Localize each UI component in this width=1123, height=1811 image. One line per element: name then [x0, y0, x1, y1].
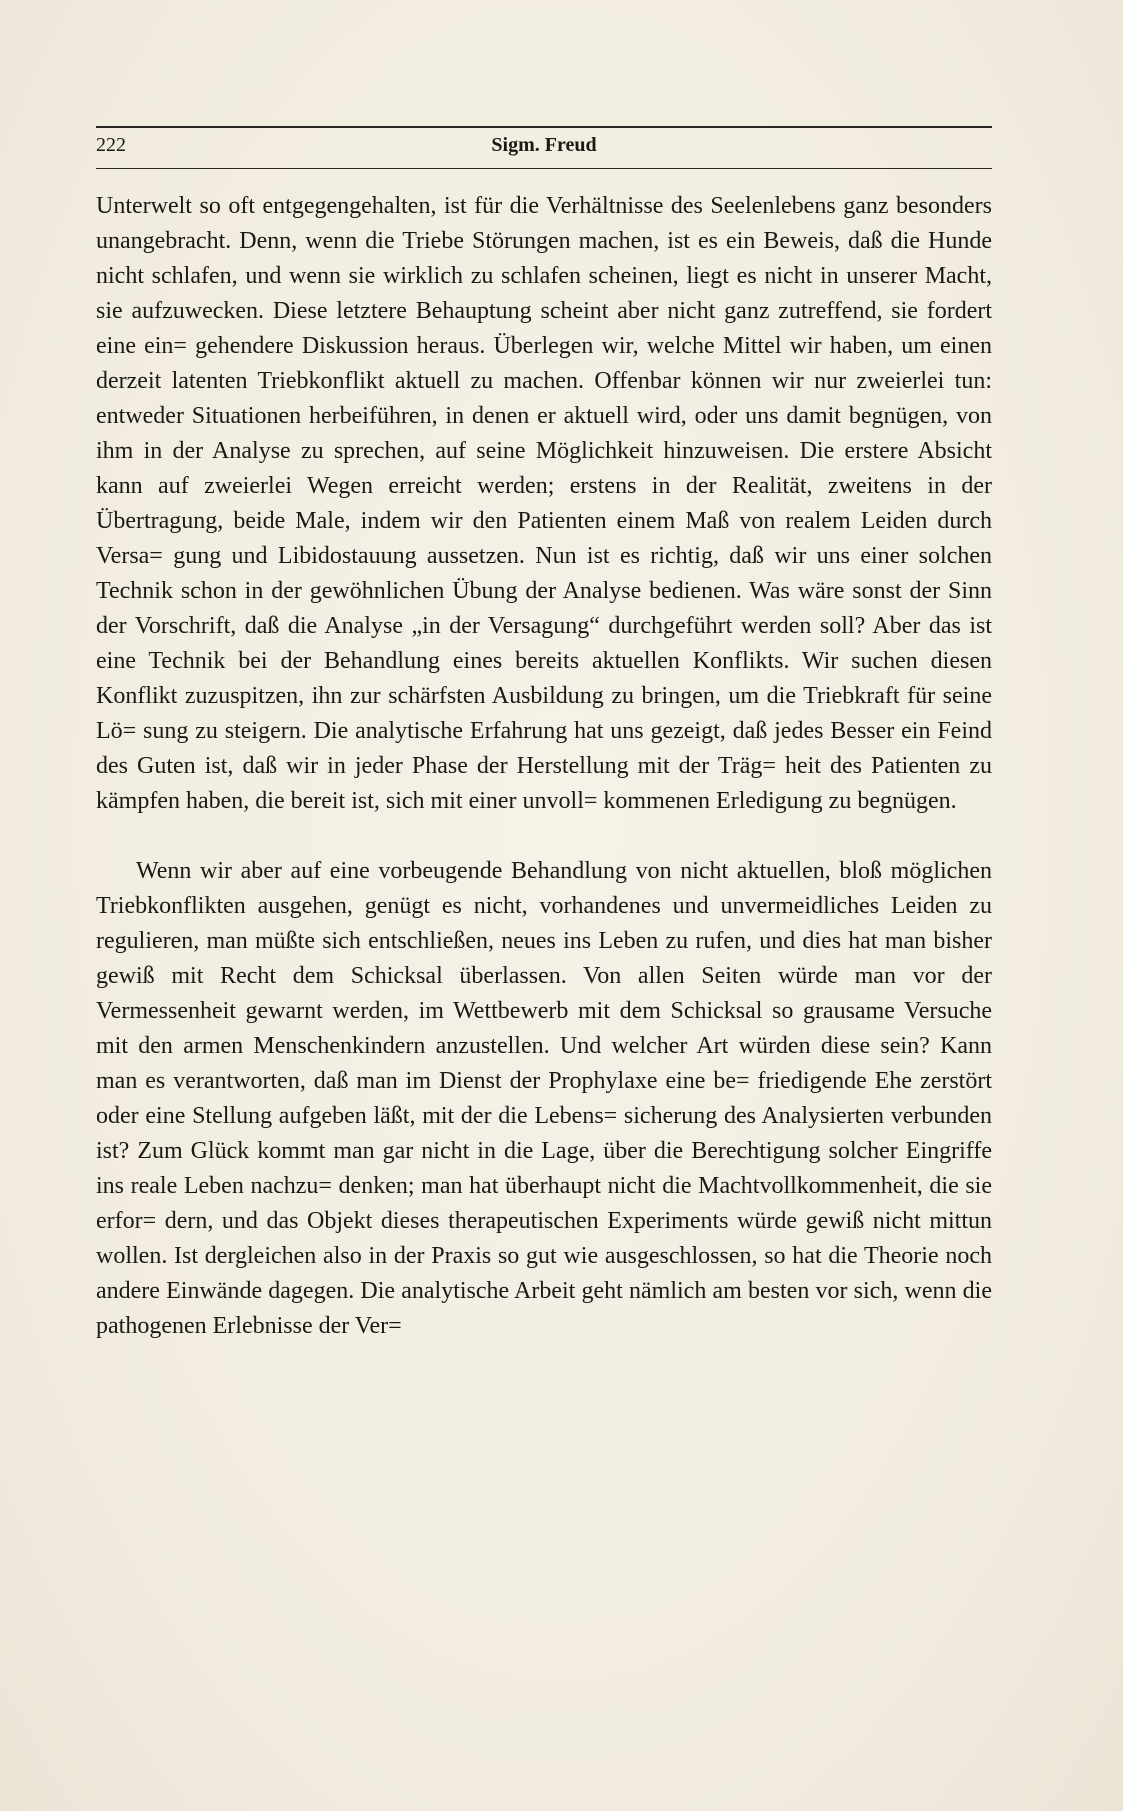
page-header: [96, 126, 992, 169]
running-head: Sigm. Freud: [491, 134, 597, 156]
paragraph-2: Wenn wir aber auf eine vorbeugende Behandlung von nicht aktuellen, bloß möglichen Triebkonflikten ausgehen, genügt es nicht, vorhandenes und unvermeidliches Leiden zu regulieren, man müßte sich entschließen, neues ins Leben zu rufen, und dies hat man bisher gewiß mit Recht dem Schicksal überlassen. Von allen Seiten würde man vor der Vermessenheit gewarnt werden, im Wettbewerb mit dem Schicksal so grausame Versuche mit den armen Menschenkindern anzustellen. Und welcher Art würden diese sein? Kann man es verantworten, daß man im Dienst der Prophylaxe eine be= friedigende Ehe zerstört oder eine Stellung aufgeben läßt, mit der die Lebens= sicherung des Analysierten verbunden ist? Zum Glück kommt man gar nicht in die Lage, über die Berechtigung solcher Eingriffe ins reale Leben nachzu= denken; man hat überhaupt nicht die Machtvollkommenheit, die sie erfor= dern, und das Objekt dieses therapeutischen Experiments würde gewiß nicht mittun wollen. Ist dergleichen also in der Praxis so gut wie ausgeschlossen, so hat die Theorie noch andere Einwände dagegen. Die analytische Arbeit geht nämlich am besten vor sich, wenn die pathogenen Erlebnisse der Ver=: [96, 858, 992, 1339]
page-number: 222: [96, 134, 126, 156]
body-text: [96, 189, 992, 1344]
paragraph-1: Unterwelt so oft entgegengehalten, ist für die Verhältnisse des Seelenlebens ganz besonders unangebracht. Denn, wenn die Triebe Störungen machen, ist es ein Beweis, daß die Hunde nicht schlafen, und wenn sie wirklich zu schlafen scheinen, liegt es nicht in unserer Macht, sie aufzuwecken. Diese letztere Behauptung scheint aber nicht ganz zutreffend, sie fordert eine ein= gehendere Diskussion heraus. Überlegen wir, welche Mittel wir haben, um einen derzeit latenten Triebkonflikt aktuell zu machen. Offenbar können wir nur zweierlei tun: entweder Situationen herbeiführen, in denen er aktuell wird, oder uns damit begnügen, von ihm in der Analyse zu sprechen, auf seine Möglichkeit hinzuweisen. Die erstere Absicht kann auf zweierlei Wegen erreicht werden; erstens in der Realität, zweitens in der Übertragung, beide Male, indem wir den Patienten einem Maß von realem Leiden durch Versa= gung und Libidostauung aussetzen. Nun ist es richtig, daß wir uns einer solchen Technik schon in der gewöhnlichen Übung der Analyse bedienen. Was wäre sonst der Sinn der Vorschrift, daß die Analyse „in der Versagung“ durchgeführt werden soll? Aber das ist eine Technik bei der Behandlung eines bereits aktuellen Konflikts. Wir suchen diesen Konflikt zuzuspitzen, ihn zur schärfsten Ausbildung zu bringen, um die Triebkraft für seine Lö= sung zu steigern. Die analytische Erfahrung hat uns gezeigt, daß jedes Besser ein Feind des Guten ist, daß wir in jeder Phase der Herstellung mit der Träg= heit des Patienten zu kämpfen haben, die bereit ist, sich mit einer unvoll= kommenen Erledigung zu begnügen.: [96, 193, 992, 814]
